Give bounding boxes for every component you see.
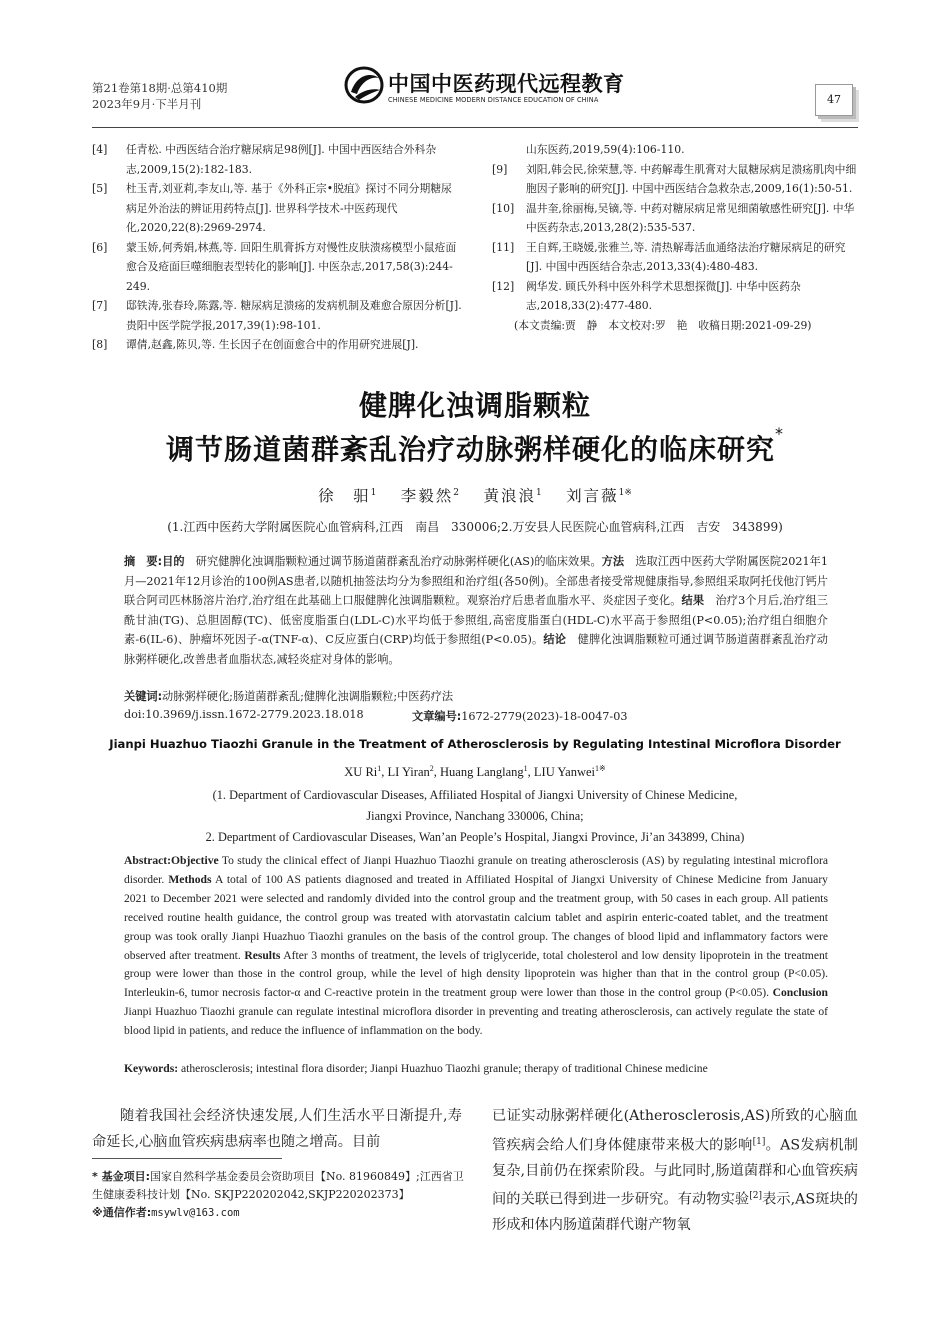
reference-text: 任青松. 中西医结合治疗糖尿病足98例[J]. 中国中西医结合外科杂志,2009,15(2):182-183. <box>126 143 437 176</box>
objective-label-en: Objective <box>171 854 219 867</box>
objective-label-cn: 目的 <box>162 555 185 568</box>
reference-item <box>492 160 858 199</box>
body-text-left: 随着我国社会经济快速发展,人们生活水平日渐提升,寿命延长,心脑血管疾病患病率也随之增高。目前 <box>92 1108 462 1150</box>
author-affiliation-mark: 1 <box>535 487 542 498</box>
footnote-rule <box>92 1158 282 1159</box>
conclusion-en: Jianpi Huazhuo Tiaozhi granule can regulate intestinal microflora disorder in preventing and treating atherosclerosis, can actively regulate the state of blood lipid in patients, and reduce the influence of inflammation on the body. <box>124 1005 828 1038</box>
affiliation-en-line-1: (1. Department of Cardiovascular Diseases, Affiliated Hospital of Jiangxi University of Chinese Medicine, <box>212 788 738 802</box>
title-footnote-mark: * <box>775 424 784 443</box>
methods-cn: 选取江西中医药大学附属医院2021年1月—2021年12月诊治的100例AS患者,以随机抽签法均分为参照组和治疗组(各50例)。全部患者接受常规健康指导,参照组采取阿托伐他汀钙片联合阿司匹林肠溶片治疗,治疗组在此基础上口服健脾化浊调脂颗粒。观察治疗后患者血脂水平、炎症因子变化。 <box>124 555 828 608</box>
keywords-en <box>124 1062 828 1075</box>
results-en: After 3 months of treatment, the levels of triglyceride, total cholesterol and low density lipoprotein in the treatment group were lower than those in the control group, while the level of high density lipoprotein was higher than that in the control group (P<0.05). Interleukin-6, tumor necrosis factor-α and C-reactive protein in the treatment group were lower than those in the control group (P<0.05). <box>124 948 828 1000</box>
reference-text: 杜玉青,刘亚莉,李友山,等. 基于《外科正宗•脱疽》探讨不同分期糖尿病足外治法的辨证用药特点[J]. 世界科学技术-中医药现代化,2020,22(8):2969-2974. <box>126 182 452 234</box>
affiliation-en-line-2: Jiangxi Province, Nanchang 330006, China; <box>366 809 584 823</box>
reference-text: 刘阳,韩会民,徐荣慧,等. 中药解毒生肌膏对大鼠糖尿病足溃疡肌肉中细胞因子影响的研究[J]. 中国中西医结合急救杂志,2009,16(1):50-51. <box>526 162 857 195</box>
affiliation-en-line-3: 2. Department of Cardiovascular Diseases, Wan’an People’s Hospital, Jiangxi Province, Ji’an 343899, China) <box>205 830 745 844</box>
fund-label: * 基金项目: <box>92 1170 150 1183</box>
reference-number: [5] <box>92 182 108 195</box>
author-affiliation-mark: 2 <box>429 764 434 773</box>
author-name: Huang Langlang <box>440 765 524 780</box>
reference-number: [4] <box>92 143 108 156</box>
reference-text: 蒙玉娇,何秀娟,林燕,等. 回阳生肌膏拆方对慢性皮肤溃疡模型小鼠疮面愈合及疮面巨噬细胞表型转化的影响[J]. 中医杂志,2017,58(3):244-249. <box>126 240 457 293</box>
body-right-part-2: 。AS发病机制复杂,目前仍在探索阶段。与此同时,肠道菌群和心血管疾病间的关联已得到进一步研究。有动物实验 <box>492 1137 858 1208</box>
body-right-part-1: 已证实动脉粥样硬化(Atherosclerosis,AS)所致的心脑血管疾病会给人们身体健康带来极大的影响 <box>492 1108 858 1154</box>
issue-line-2: 2023年9月·下半月刊 <box>92 97 202 111</box>
author-affiliation-mark: 1 <box>370 487 377 498</box>
reference-item <box>492 199 858 238</box>
reference-text: 王自辉,王晓媛,张雅兰,等. 清热解毒活血通络法治疗糖尿病足的研究[J]. 中国中西医结合杂志,2013,33(4):480-483. <box>526 240 846 273</box>
reference-number: [6] <box>92 240 108 254</box>
title-line-1: 健脾化浊调脂颗粒 <box>358 389 591 422</box>
reference-item <box>92 238 462 297</box>
citation-1[interactable]: [1] <box>752 1136 766 1147</box>
reference-number: [7] <box>92 299 108 312</box>
article-number-text: 1672-2779(2023)-18-0047-03 <box>461 710 628 723</box>
correspondence-label: ※通信作者: <box>92 1206 152 1219</box>
objective-en: To study the clinical effect of Jianpi Huazhuo Tiaozhi granule on treating atherosclerosis (AS) by regulating intestinal microflora disorder. <box>124 854 828 886</box>
results-label-en: Results <box>244 948 281 962</box>
author-affiliation-mark: 1 <box>523 764 528 773</box>
fund-text: 国家自然科学基金委员会资助项目【No. 81960849】;江西省卫生健康委科技计划【No. SKJP220202042,SKJP220202373】 <box>92 1170 464 1201</box>
reference-number: [8] <box>92 338 108 351</box>
doi-row <box>124 708 828 721</box>
title-line-2 <box>0 424 950 468</box>
title-line-2-text: 调节肠道菌群紊乱治疗动脉粥样硬化的临床研究 <box>165 433 775 466</box>
author-name: 刘言薇 <box>566 487 619 505</box>
reference-item <box>92 335 462 355</box>
abstract-en-label: Abstract: <box>124 854 172 867</box>
conclusion-label-en: Conclusion <box>772 986 828 1000</box>
editor-line: (本文责编:贾 静 本文校对:罗 艳 收稿日期:2021-09-29) <box>514 318 812 332</box>
methods-en: A total of 100 AS patients diagnosed and treated in Affiliated Hospital of Jiangxi University of Chinese Medicine from January 2021 to December 2021 were selected and randomly divided into the control group and the treatment group, with 50 cases in each group. All patients received routine health guidance, the control group was treated with atorvastatin calcium tablet and aspirin enteric-coated tablet, and the treatment group was took orally Jianpi Huazhuo Tiaozhi granules on the basis of the control group. The changes of blood lipid and inflammatory factors were observed after treatment. <box>124 872 828 962</box>
journal-name-cn: 中国中医药现代远程教育 <box>388 72 625 96</box>
author-name: XU Ri <box>344 765 378 780</box>
reference-item <box>492 277 858 316</box>
methods-label-cn: 方法 <box>601 555 625 568</box>
reference-number: [12] <box>492 279 515 293</box>
reference-item <box>492 238 858 277</box>
author-affiliation-mark: 1※ <box>595 764 606 773</box>
reference-text: 阙华发. 顾氏外科中医外科学术思想探微[J]. 中华中医药杂志,2018,33(2):477-480. <box>526 279 801 312</box>
keywords-en-text: atherosclerosis; intestinal flora disorder; Jianpi Huazhuo Tiaozhi granule; therapy of traditional Chinese medicine <box>178 1062 708 1075</box>
keywords-cn-text: 动脉粥样硬化;肠道菌群紊乱;健脾化浊调脂颗粒;中医药疗法 <box>162 690 454 703</box>
affiliation-cn: (1.江西中医药大学附属医院心血管病科,江西 南昌 330006;2.万安县人民医院心血管病科,江西 吉安 343899) <box>167 520 783 534</box>
abstract-en <box>124 852 828 1041</box>
conclusion-cn: 健脾化浊调脂颗粒可通过调节肠道菌群紊乱治疗动脉粥样硬化,改善患者血脂状态,减轻炎症对身体的影响。 <box>124 633 828 666</box>
issue-info <box>92 80 227 112</box>
author-affiliation-mark: 1 <box>377 764 382 773</box>
issue-line-1: 第21卷第18期·总第410期 <box>92 81 228 95</box>
objective-cn: 研究健脾化浊调脂颗粒通过调节肠道菌群紊乱治疗动脉粥样硬化(AS)的临床效果。 <box>184 555 602 568</box>
results-label-cn: 结果 <box>681 594 705 608</box>
author-affiliation-mark: 1※ <box>618 487 632 498</box>
reference-item <box>92 179 462 238</box>
reference-text: 温井奎,徐丽梅,吴镝,等. 中药对糖尿病足常见细菌敏感性研究[J]. 中华中医药杂志,2013,28(2):535-537. <box>526 201 855 234</box>
references-right-list <box>492 160 858 316</box>
doi[interactable]: doi:10.3969/j.issn.1672-2779.2023.18.018 <box>124 708 364 721</box>
correspondence-note <box>92 1204 472 1222</box>
conclusion-label-cn: 结论 <box>543 633 567 647</box>
article-number-label: 文章编号: <box>412 710 462 723</box>
author-name: LIU Yanwei <box>533 765 596 780</box>
journal-logo-icon <box>343 64 385 106</box>
author-name: 徐 驲 <box>318 487 371 505</box>
reference-number: [11] <box>492 240 515 254</box>
journal-name-en: CHINESE MEDICINE MODERN DISTANCE EDUCATION OF CHINA <box>388 96 599 104</box>
keywords-cn-label: 关键词: <box>124 690 163 703</box>
reference-text: 谭倩,赵鑫,陈贝,等. 生长因子在创面愈合中的作用研究进展[J]. <box>126 338 419 351</box>
reference-item <box>92 140 462 179</box>
references-left-column <box>92 140 462 355</box>
correspondence-email[interactable]: msywlv@163.com <box>151 1207 240 1219</box>
authors-en: XU Ri$^1$, LI Yiran$^2$, Huang Langlang$^1$, LIU Yanwei$^{1※}$ <box>344 764 606 780</box>
footnote <box>92 1168 472 1222</box>
abstract-cn <box>124 552 828 670</box>
reference-continuation: 山东医药,2019,59(4):106-110. <box>526 143 685 156</box>
abstract-cn-label: 摘 要: <box>124 555 163 568</box>
keywords-en-label: Keywords: <box>124 1062 179 1075</box>
author-name: 李毅然 <box>400 487 454 505</box>
fund-note <box>92 1168 472 1204</box>
reference-item <box>92 296 462 335</box>
citation-2[interactable]: [2] <box>749 1191 762 1202</box>
author-name: LI Yiran <box>387 765 430 780</box>
article-number <box>412 708 627 724</box>
page-number: 47 <box>815 84 853 116</box>
results-cn: 治疗3个月后,治疗组三酰甘油(TG)、总胆固醇(TC)、低密度脂蛋白(LDL-C)水平均低于参照组,高密度脂蛋白(HDL-C)水平高于参照组(P<0.05);治疗组白细胞介素-6(IL-6)、肿瘤坏死因子-α(TNF-α)、C反应蛋白(CRP)均低于参照组(P<0.05)。 <box>124 594 828 647</box>
author-affiliation-mark: 2 <box>453 487 459 498</box>
author-name: 黄浪浪 <box>483 487 536 505</box>
reference-text: 邸铁涛,张春玲,陈露,等. 糖尿病足溃疡的发病机制及难愈合原因分析[J]. 贵阳中医学院学报,2017,39(1):98-101. <box>126 299 462 332</box>
reference-number: [9] <box>492 162 508 176</box>
methods-label-en: Methods <box>168 872 212 886</box>
authors-cn <box>0 484 950 506</box>
references-right-column <box>492 140 858 335</box>
keywords-cn <box>124 688 453 704</box>
body-right-part-3: 表示,AS斑块的形成和体内肠道菌群代谢产物氧 <box>492 1191 858 1234</box>
header-rule <box>92 127 858 128</box>
reference-number: [10] <box>492 201 515 215</box>
body-text-right <box>492 1104 858 1239</box>
title-en: Jianpi Huazhuo Tiaozhi Granule in the Treatment of Atherosclerosis by Regulating Intestinal Microflora Disorder <box>109 737 841 751</box>
